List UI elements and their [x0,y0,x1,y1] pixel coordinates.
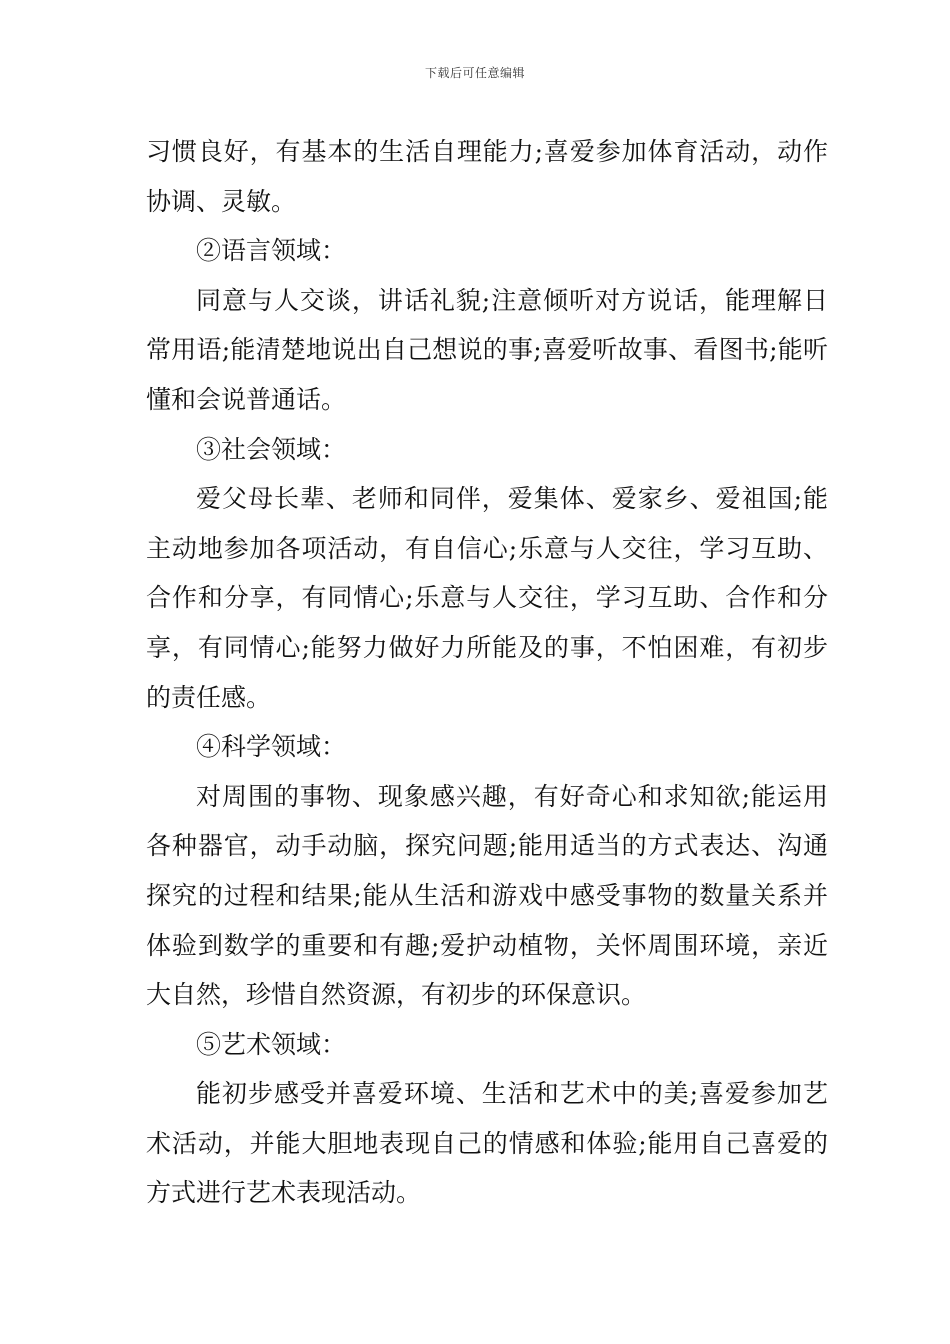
section-heading-language: ②语言领域： [196,236,347,266]
paragraph-science: 对周围的事物、现象感兴趣，有好奇心和求知欲;能运用各种器官，动手动脑，探究问题;能用适当的方式表达、沟通探究的过程和结果;能从生活和游戏中感受事物的数量关系并体验到数学的重要和有趣;爱护动植物，关怀周围环境，亲近大自然，珍惜自然资源，有初步的环保意识。 [146,781,828,1010]
section-heading-social: ③社会领域： [196,434,347,464]
document-body [146,127,828,1218]
paragraph-social: 爱父母长辈、老师和同伴，爱集体、爱家乡、爱祖国;能主动地参加各项活动，有自信心;乐意与人交往，学习互助、合作和分享，有同情心;乐意与人交往，学习互助、合作和分享，有同情心;能努力做好力所能及的事，不怕困难，有初步的责任感。 [146,484,828,712]
paragraph-self-care: 习惯良好，有基本的生活自理能力;喜爱参加体育活动，动作协调、灵敏。 [146,137,828,216]
paragraph-language: 同意与人交谈，讲话礼貌;注意倾听对方说话，能理解日常用语;能清楚地说出自己想说的事;喜爱听故事、看图书;能听懂和会说普通话。 [146,285,828,414]
page-header: 下载后可任意编辑 [424,66,525,80]
paragraph-art: 能初步感受并喜爱环境、生活和艺术中的美;喜爱参加艺术活动，并能大胆地表现自己的情感和体验;能用自己喜爱的方式进行艺术表现活动。 [146,1079,828,1208]
section-heading-science: ④科学领域： [196,732,347,762]
section-heading-art: ⑤艺术领域： [196,1029,347,1059]
